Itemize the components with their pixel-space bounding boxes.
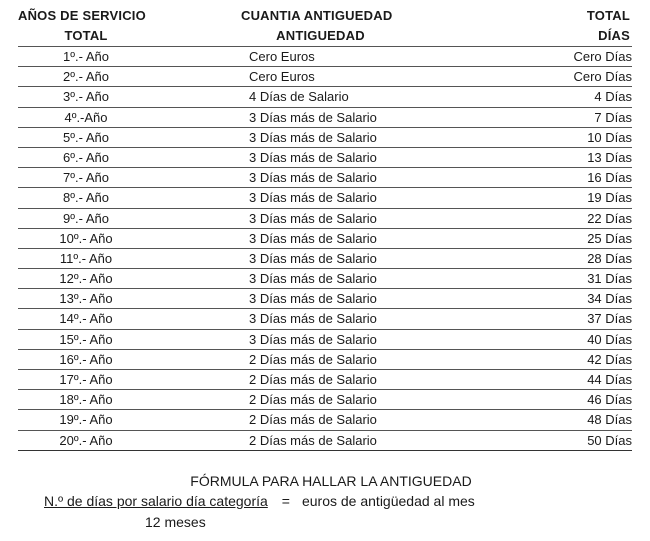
seniority-table (18, 46, 632, 451)
table-row (18, 390, 632, 410)
total-cell: 34 Días (587, 291, 632, 307)
table-row (18, 108, 632, 128)
header-years-total: TOTAL (64, 28, 108, 43)
header-years-of-service: AÑOS DE SERVICIO (18, 8, 146, 23)
table-row (18, 370, 632, 390)
table-row (18, 87, 632, 107)
amount-cell: 3 Días más de Salario (249, 291, 377, 307)
table-row (18, 249, 632, 269)
amount-cell: Cero Euros (249, 69, 315, 85)
table-row (18, 410, 632, 430)
table-row (18, 148, 632, 168)
amount-cell: 3 Días más de Salario (249, 149, 377, 165)
header-total: TOTAL (586, 8, 630, 23)
total-cell: 46 Días (587, 392, 632, 408)
formula-equals-sign: = (281, 493, 290, 509)
formula-equation (44, 492, 475, 510)
year-cell: 11º.- Año (59, 250, 113, 266)
formula-title: FÓRMULA PARA HALLAR LA ANTIGUEDAD (190, 473, 472, 489)
total-cell: 4 Días (594, 89, 632, 105)
year-cell: 8º.- Año (63, 190, 109, 206)
amount-cell: 3 Días más de Salario (249, 331, 377, 347)
amount-cell: Cero Euros (249, 49, 315, 64)
table-row (18, 67, 632, 87)
total-cell: 28 Días (587, 250, 632, 266)
total-cell: 42 Días (587, 351, 632, 367)
total-cell: 44 Días (587, 372, 632, 387)
formula-numerator: N.º de días por salario día categoría (44, 493, 268, 509)
table-row (18, 350, 632, 370)
total-cell: 25 Días (587, 230, 632, 246)
year-cell: 19º.- Año (59, 412, 113, 428)
amount-cell: 3 Días más de Salario (249, 190, 377, 206)
amount-cell: 3 Días más de Salario (249, 129, 377, 145)
total-cell: 37 Días (587, 311, 632, 327)
formula-result: euros de antigüedad al mes (301, 493, 475, 509)
header-seniority-amount: CUANTIA ANTIGUEDAD (241, 8, 393, 23)
amount-cell: 3 Días más de Salario (249, 210, 377, 226)
total-cell: 22 Días (587, 210, 632, 226)
year-cell: 9º.- Año (63, 210, 109, 226)
table-row (18, 209, 632, 229)
amount-cell: 3 Días más de Salario (249, 109, 377, 125)
table-row (18, 289, 632, 309)
amount-cell: 2 Días más de Salario (249, 351, 377, 367)
year-cell: 13º.- Año (59, 291, 113, 307)
year-cell: 14º.- Año (59, 311, 113, 327)
total-cell: 16 Días (587, 170, 632, 186)
table-row (18, 431, 632, 451)
total-cell: 31 Días (587, 271, 632, 287)
year-cell: 12º.- Año (59, 271, 113, 287)
year-cell: 16º.- Año (59, 351, 113, 367)
total-cell: Cero Días (573, 69, 632, 85)
total-cell: 13 Días (587, 149, 632, 165)
table-row (18, 269, 632, 289)
amount-cell: 4 Días de Salario (249, 89, 349, 105)
total-cell: 40 Días (587, 331, 632, 347)
year-cell: 10º.- Año (59, 230, 113, 246)
year-cell: 5º.- Año (63, 129, 109, 145)
amount-cell: 3 Días más de Salario (249, 250, 377, 266)
table-row (18, 128, 632, 148)
year-cell: 15º.- Año (59, 331, 113, 347)
amount-cell: 2 Días más de Salario (249, 372, 377, 387)
total-cell: 7 Días (594, 109, 632, 125)
year-cell: 4º.-Año (64, 109, 108, 125)
table-row (18, 47, 632, 67)
year-cell: 2º.- Año (63, 69, 109, 85)
amount-cell: 2 Días más de Salario (249, 432, 377, 448)
total-cell: 10 Días (587, 129, 632, 145)
total-cell: Cero Días (573, 49, 632, 64)
table-header (0, 6, 650, 46)
amount-cell: 3 Días más de Salario (249, 311, 377, 327)
year-cell: 6º.- Año (63, 149, 109, 165)
table-row (18, 168, 632, 188)
formula-denominator: 12 meses (145, 514, 206, 530)
year-cell: 18º.- Año (59, 392, 113, 408)
total-cell: 50 Días (587, 432, 632, 448)
year-cell: 7º.- Año (63, 170, 109, 186)
header-seniority-amount-line2: ANTIGUEDAD (276, 28, 365, 43)
amount-cell: 2 Días más de Salario (249, 412, 377, 428)
year-cell: 17º.- Año (59, 372, 113, 387)
year-cell: 1º.- Año (63, 49, 109, 64)
amount-cell: 2 Días más de Salario (249, 392, 377, 408)
year-cell: 3º.- Año (63, 89, 109, 105)
table-row (18, 330, 632, 350)
amount-cell: 3 Días más de Salario (249, 230, 377, 246)
table-row (18, 188, 632, 208)
table-row (18, 229, 632, 249)
total-cell: 19 Días (587, 190, 632, 206)
header-total-days: DÍAS (598, 28, 630, 43)
total-cell: 48 Días (587, 412, 632, 428)
year-cell: 20º.- Año (59, 432, 113, 448)
table-row (18, 309, 632, 329)
amount-cell: 3 Días más de Salario (249, 271, 377, 287)
amount-cell: 3 Días más de Salario (249, 170, 377, 186)
